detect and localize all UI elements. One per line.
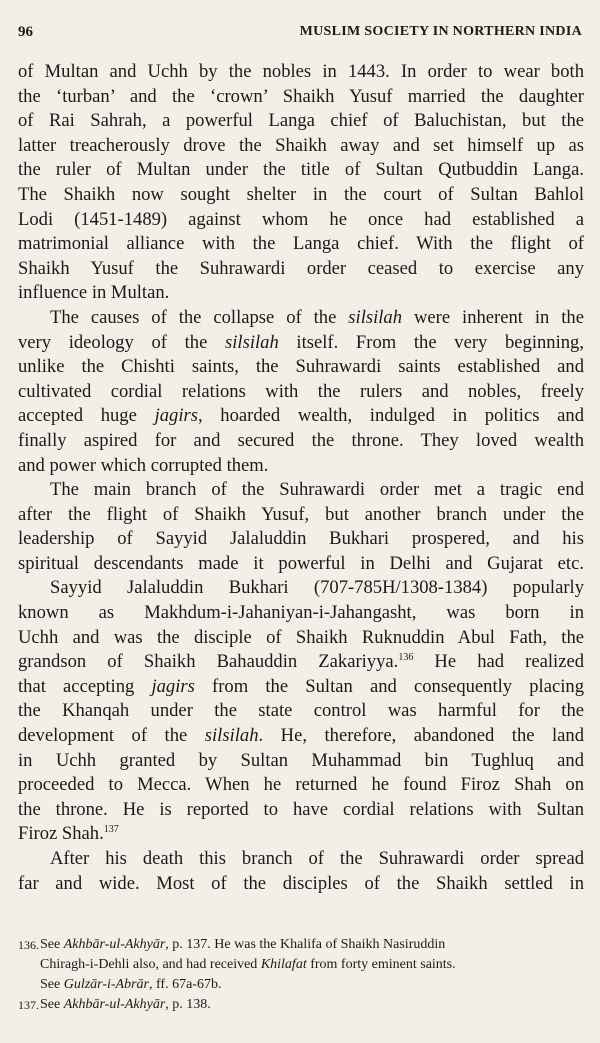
- footnote-137: [18, 995, 584, 1015]
- footnote-line: Chiragh-i-Dehli also, and had received Khilafat from forty eminent saints.: [40, 957, 456, 972]
- text-line: spiritual descendants made it powerful in Delhi and Gujarat etc.: [18, 552, 584, 574]
- footnote-line: See Gulzār-i-Abrār, ff. 67a-67b.: [40, 977, 222, 992]
- paragraph-4: [18, 576, 584, 847]
- paragraph-5: [18, 847, 584, 896]
- text-line: development of the silsilah. He, therefore, abandoned the land: [18, 725, 585, 747]
- text-line: and power which corrupted them.: [18, 454, 269, 476]
- footnote-line: See Akhbār-ul-Akhyār, p. 138.: [40, 997, 211, 1012]
- paragraph-3: [18, 478, 584, 576]
- text-line: latter treacherously drove the Shaikh away and set himself up as: [18, 134, 584, 156]
- text-segment: He had realized: [413, 651, 584, 673]
- text-line: After his death this branch of the Suhrawardi order spread: [50, 848, 584, 869]
- text-line: far and wide. Most of the disciples of the Shaikh settled in: [18, 872, 584, 894]
- footnote-ref-137: 137: [103, 824, 119, 836]
- text-line: the Khanqah under the state control was harmful for the: [18, 700, 584, 722]
- text-line: Shaikh Yusuf the Suhrawardi order ceased to exercise any: [18, 257, 584, 279]
- text-line: after the flight of Shaikh Yusuf, but another branch under the: [18, 503, 584, 525]
- text-line: influence in Multan.: [18, 282, 170, 304]
- text-line: matrimonial alliance with the Langa chief. With the flight of: [18, 233, 584, 255]
- text-line: the ‘turban’ and the ‘crown’ Shaikh Yusuf married the daughter: [18, 85, 584, 107]
- text-line: The causes of the collapse of the silsilah were inherent in the: [50, 306, 584, 328]
- text-line: proceeded to Mecca. When he returned he found Firoz Shah on: [18, 774, 584, 796]
- paragraph-2: [18, 306, 584, 478]
- footnote-ref-136: 136: [398, 652, 414, 664]
- footnote-136: [18, 935, 584, 995]
- text-line: accepted huge jagirs, hoarded wealth, indulged in politics and: [18, 405, 584, 427]
- page-number: 96: [18, 24, 33, 40]
- footnotes: [18, 935, 584, 1015]
- text-line: finally aspired for and secured the throne. They loved wealth: [18, 429, 584, 451]
- text-line: The Shaikh now sought shelter in the court of Sultan Bahlol: [18, 183, 584, 205]
- footnote-label: 136.: [18, 938, 39, 952]
- text-line: The main branch of the Suhrawardi order met a tragic end: [50, 479, 584, 501]
- running-title: MUSLIM SOCIETY IN NORTHERN INDIA: [299, 24, 582, 39]
- text-segment: Firoz Shah.: [18, 823, 104, 845]
- text-line: the throne. He is reported to have cordial relations with Sultan: [18, 798, 584, 820]
- footnote-label: 137.: [18, 998, 39, 1012]
- text-line: cultivated cordial relations with the rulers and nobles, freely: [18, 380, 584, 402]
- text-line: Uchh and was the disciple of Shaikh Ruknuddin Abul Fath, the: [18, 626, 584, 648]
- text-line: known as Makhdum-i-Jahaniyan-i-Jahangasht, was born in: [18, 602, 584, 624]
- text-line: Lodi (1451-1489) against whom he once had established a: [18, 208, 584, 230]
- text-segment: grandson of Shaikh Bahauddin Zakariyya.: [18, 651, 399, 673]
- text-line: very ideology of the silsilah itself. From the very beginning,: [18, 331, 585, 353]
- text-line: Sayyid Jalaluddin Bukhari (707-785H/1308-1384) popularly: [50, 577, 584, 599]
- footnote-line: See Akhbār-ul-Akhyār, p. 137. He was the Khalifa of Shaikh Nasiruddin: [40, 937, 446, 952]
- body-text: [18, 60, 584, 896]
- page-header: [18, 24, 582, 46]
- text-line: in Uchh granted by Sultan Muhammad bin Tughluq and: [18, 749, 584, 771]
- text-line: the ruler of Multan under the title of Sultan Qutbuddin Langa.: [18, 159, 584, 181]
- text-line-with-footnote: [18, 650, 584, 675]
- text-line: of Rai Sahrah, a powerful Langa chief of Baluchistan, but the: [18, 110, 584, 132]
- paragraph-1: [18, 60, 584, 306]
- text-line-with-footnote: [18, 822, 584, 847]
- text-line: of Multan and Uchh by the nobles in 1443. In order to wear both: [18, 61, 584, 82]
- text-line: that accepting jagirs from the Sultan and consequently placing: [18, 675, 584, 697]
- text-line: leadership of Sayyid Jalaluddin Bukhari prospered, and his: [18, 528, 584, 550]
- text-line: unlike the Chishti saints, the Suhrawardi saints established and: [18, 356, 584, 378]
